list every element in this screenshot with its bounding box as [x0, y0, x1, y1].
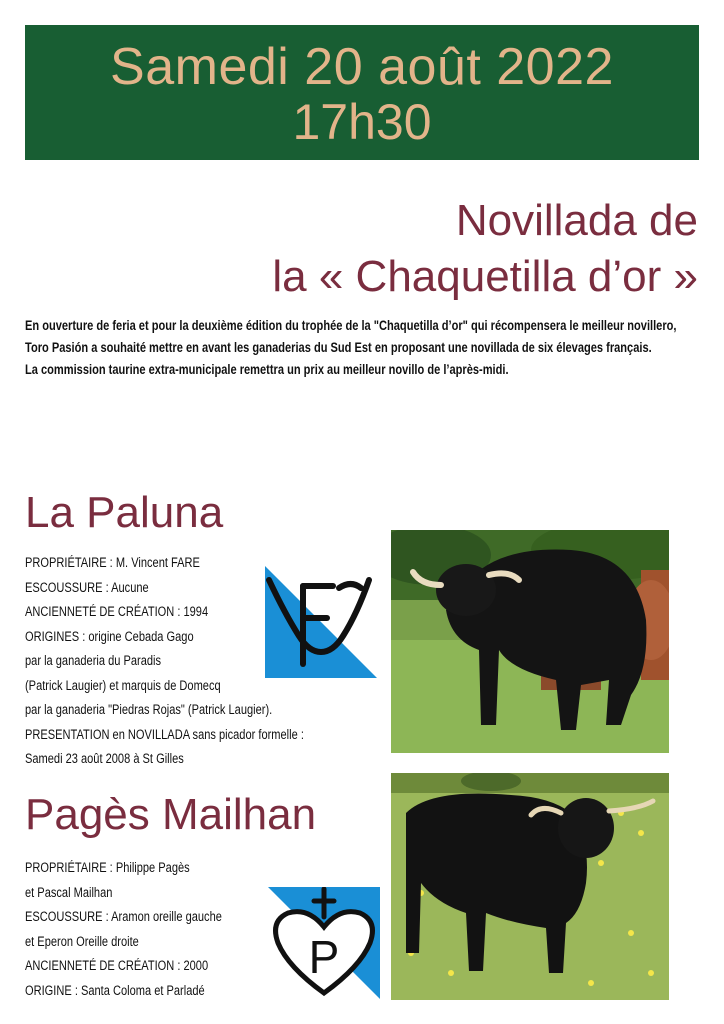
info-line: ANCIENNETÉ DE CRÉATION : 2000: [25, 958, 209, 973]
event-time: 17h30: [292, 94, 432, 150]
info-line: ORIGINES : origine Cebada Gago: [25, 628, 194, 644]
date-banner: [25, 25, 699, 160]
info-line: par la ganaderia "Piedras Rojas" (Patrick Laugier).: [25, 702, 273, 717]
info-line: (Patrick Laugier) et marquis de Domecq: [25, 677, 221, 693]
event-title-line2: la « Chaquetilla d’or »: [272, 252, 698, 301]
info-line: et Pascal Mailhan: [25, 884, 113, 900]
event-date: Samedi 20 août 2022: [110, 38, 614, 96]
info-line: par la ganaderia du Paradis: [25, 653, 162, 668]
intro-text: [25, 315, 700, 381]
pages-mailhan-logo-letter: P: [308, 931, 340, 983]
info-line: PROPRIÉTAIRE : Philippe Pagès: [25, 860, 190, 875]
info-line: ESCOUSSURE : Aramon oreille gauche: [25, 909, 222, 924]
event-title-line1: Novillada de: [455, 196, 698, 245]
event-title: [272, 193, 698, 305]
intro-paragraph-2: La commission taurine extra-municipale remettra un prix au meilleur novillo de l’après-midi.: [25, 362, 509, 377]
info-line: PRESENTATION en NOVILLADA sans picador formelle :: [25, 726, 304, 742]
info-line: et Eperon Oreille droite: [25, 933, 139, 949]
la-paluna-brand-icon: [265, 566, 377, 678]
ganaderia-name-pages-mailhan: Pagès Mailhan: [25, 790, 317, 839]
info-line: Samedi 23 août 2008 à St Gilles: [25, 751, 184, 766]
pages-mailhan-bull-photo: [391, 773, 669, 1000]
ganaderia-info-pages-mailhan: [25, 856, 222, 1003]
info-line: ORIGINE : Santa Coloma et Parladé: [25, 982, 205, 998]
ganaderia-info-la-paluna: [25, 551, 304, 772]
intro-paragraph-1: En ouverture de feria et pour la deuxième édition du trophée de la "Chaquetilla d’or" qui récompensera le meilleur novillero, Toro Pasión a souhaité mettre en avant les ganaderias du Sud Est en proposant une novillada de six élevages français.: [25, 318, 677, 355]
black-bull-photo: [391, 773, 669, 1000]
black-bull-photo: [391, 530, 669, 753]
ganaderia-name-la-paluna: La Paluna: [25, 488, 224, 537]
la-paluna-bull-photo: [391, 530, 669, 753]
info-line: ESCOUSSURE : Aucune: [25, 579, 149, 595]
info-line: PROPRIÉTAIRE : M. Vincent FARE: [25, 555, 200, 570]
info-line: ANCIENNETÉ DE CRÉATION : 1994: [25, 604, 209, 619]
pages-mailhan-brand-icon: [268, 887, 380, 999]
